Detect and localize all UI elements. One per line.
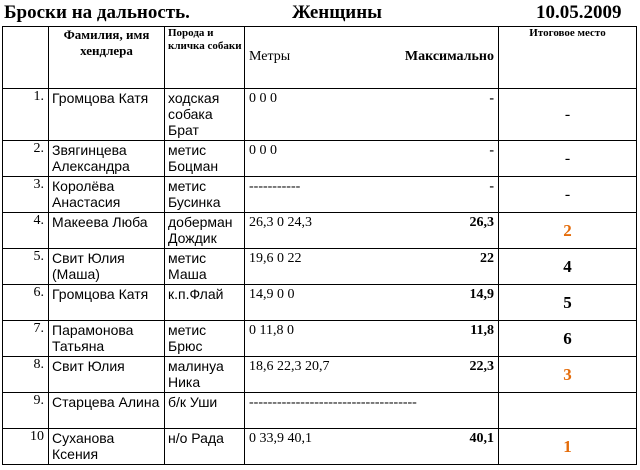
table-row xyxy=(3,357,637,393)
table-row xyxy=(3,429,637,465)
title-row xyxy=(0,0,640,26)
handler-name: Громцова Катя xyxy=(49,89,165,141)
metres-cell xyxy=(245,249,499,285)
metres-cell xyxy=(245,321,499,357)
handler-name: Суханова Ксения xyxy=(49,429,165,465)
final-place xyxy=(499,393,637,429)
max-value: 22,3 xyxy=(469,359,494,374)
dog-name: к.п.Флай xyxy=(165,285,245,321)
max-value: 22 xyxy=(480,251,494,266)
header-place: Итоговое место xyxy=(499,27,637,89)
handler-name: Старцева Алина xyxy=(49,393,165,429)
metres-cell xyxy=(245,89,499,141)
dog-name: метис Брюс xyxy=(165,321,245,357)
row-number: 5. xyxy=(3,249,49,285)
final-place: 1 xyxy=(499,429,637,465)
table-header-row xyxy=(3,27,637,89)
metres-cell xyxy=(245,357,499,393)
metres-values: 0 11,8 0 xyxy=(249,323,294,338)
handler-name: Макеева Люба xyxy=(49,213,165,249)
header-handler: Фамилия, имя хендлера xyxy=(49,27,165,89)
dog-name: метис Боцман xyxy=(165,141,245,177)
metres-values: 19,6 0 22 xyxy=(249,251,302,266)
handler-name: Парамонова Татьяна xyxy=(49,321,165,357)
metres-cell xyxy=(245,393,499,429)
handler-name: Королёва Анастасия xyxy=(49,177,165,213)
row-number: 10 xyxy=(3,429,49,465)
max-value: - xyxy=(489,179,494,194)
max-value: 11,8 xyxy=(470,323,494,338)
dog-name: малинуа Ника xyxy=(165,357,245,393)
table-row xyxy=(3,321,637,357)
final-place: - xyxy=(499,177,637,213)
handler-name: Громцова Катя xyxy=(49,285,165,321)
max-value: - xyxy=(489,143,494,158)
max-value: - xyxy=(489,91,494,106)
dog-name: н/о Рада xyxy=(165,429,245,465)
table-row xyxy=(3,213,637,249)
header-metres-max xyxy=(245,27,499,89)
row-number: 8. xyxy=(3,357,49,393)
metres-cell xyxy=(245,177,499,213)
row-number: 6. xyxy=(3,285,49,321)
dog-name: метис Маша xyxy=(165,249,245,285)
metres-cell xyxy=(245,141,499,177)
metres-values: 18,6 22,3 20,7 xyxy=(249,359,330,374)
dog-name: метис Бусинка xyxy=(165,177,245,213)
metres-cell xyxy=(245,213,499,249)
row-number: 3. xyxy=(3,177,49,213)
metres-values: 14,9 0 0 xyxy=(249,287,295,302)
dog-name: ходская собака Брат xyxy=(165,89,245,141)
table-row xyxy=(3,393,637,429)
max-value: 40,1 xyxy=(469,431,494,446)
final-place: 3 xyxy=(499,357,637,393)
dog-name: доберман Дождик xyxy=(165,213,245,249)
header-number xyxy=(3,27,49,89)
row-number: 9. xyxy=(3,393,49,429)
final-place: 4 xyxy=(499,249,637,285)
page-title: Броски на дальность. xyxy=(4,2,190,23)
row-number: 2. xyxy=(3,141,49,177)
metres-values: 0 0 0 xyxy=(249,91,277,106)
handler-name: Свит Юлия (Маша) xyxy=(49,249,165,285)
header-metres: Метры xyxy=(249,49,291,64)
metres-values: ------------------------------------ xyxy=(249,395,417,410)
header-max: Максимально xyxy=(404,49,494,64)
table-row xyxy=(3,249,637,285)
final-place: 2 xyxy=(499,213,637,249)
final-place: - xyxy=(499,141,637,177)
row-number: 1. xyxy=(3,89,49,141)
handler-name: Звягинцева Александра xyxy=(49,141,165,177)
final-place: 6 xyxy=(499,321,637,357)
final-place: 5 xyxy=(499,285,637,321)
metres-cell xyxy=(245,285,499,321)
metres-values: 0 33,9 40,1 xyxy=(249,431,312,446)
table-row xyxy=(3,141,637,177)
category-title: Женщины xyxy=(292,2,382,23)
table-row xyxy=(3,177,637,213)
handler-name: Свит Юлия xyxy=(49,357,165,393)
metres-values: ----------- xyxy=(249,179,301,194)
table-row xyxy=(3,89,637,141)
metres-values: 26,3 0 24,3 xyxy=(249,215,312,230)
final-place: - xyxy=(499,89,637,141)
metres-cell xyxy=(245,429,499,465)
max-value: 14,9 xyxy=(469,287,494,302)
dog-name: б/к Уши xyxy=(165,393,245,429)
row-number: 7. xyxy=(3,321,49,357)
max-value: 26,3 xyxy=(469,215,494,230)
table-row xyxy=(3,285,637,321)
event-date: 10.05.2009 xyxy=(536,2,622,23)
metres-values: 0 0 0 xyxy=(249,143,277,158)
row-number: 4. xyxy=(3,213,49,249)
results-table xyxy=(2,26,637,465)
header-dog: Порода и кличка собаки xyxy=(165,27,245,89)
